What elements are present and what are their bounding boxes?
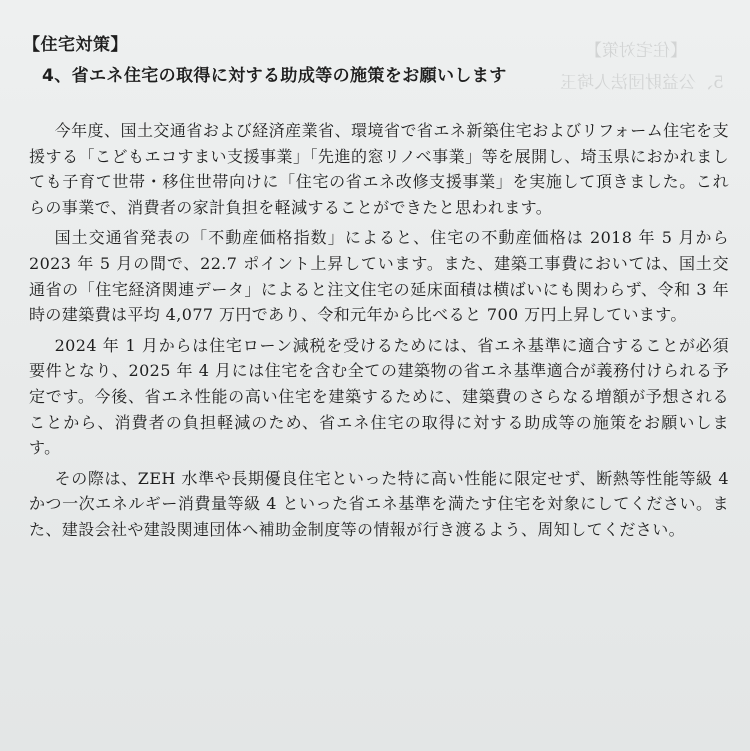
section-heading: 【住宅対策】 <box>23 35 128 55</box>
item-title: 4、省エネ住宅の取得に対する助成等の施策をお願いします <box>42 66 507 86</box>
paragraph-energy-standards: 2024 年 1 月からは住宅ローン減税を受けるためには、省エネ基準に適合することが必須要件となり、2025 年 4 月には住宅を含む全ての建築物の省エネ基準適合が義務付けられる予定です。今後、省エネ性能の高い住宅を建築するために、建築費のさらなる増額が予想されることから、消費者の負担軽減のため、省エネ住宅の取得に対する助成等の施策をお願いします。 <box>29 335 729 458</box>
paragraph-request: その際は、ZEH 水準や長期優良住宅といった特に高い性能に限定せず、断熱等性能等級 4 かつ一次エネルギー消費量等級 4 といった省エネ基準を満たす住宅を対象にしてください。また、建設会社や建設関連団体へ補助金制度等の情報が行き渡るよう、周知してください。 <box>29 468 729 539</box>
paragraph-price-increase: 国土交通省発表の「不動産価格指数」によると、住宅の不動産価格は 2018 年 5 月から 2023 年 5 月の間で、22.7 ポイント上昇しています。また、建築工事費においては、国土交通省の「住宅経済関連データ」によると注文住宅の延床面積は横ばいにも関わらず、令和 3 年時の建築費は平均 4,077 万円であり、令和元年から比べると 700 万円上昇しています。 <box>29 228 729 325</box>
bleed-through-item: 5、公益財団法人埼玉 <box>560 73 724 93</box>
body-text <box>29 118 729 548</box>
bleed-through-heading: 【住宅対策】 <box>585 41 687 61</box>
paragraph-support-programs: 今年度、国土交通省および経済産業省、環境省で省エネ新築住宅およびリフォーム住宅を支援する「こどもエコすまい支援事業」「先進的窓リノベ事業」等を展開し、埼玉県におかれましても子育て世帯・移住世帯向けに「住宅の省エネ改修支援事業」を実施して頂きました。これらの事業で、消費者の家計負担を軽減することができたと思われます。 <box>29 121 729 217</box>
